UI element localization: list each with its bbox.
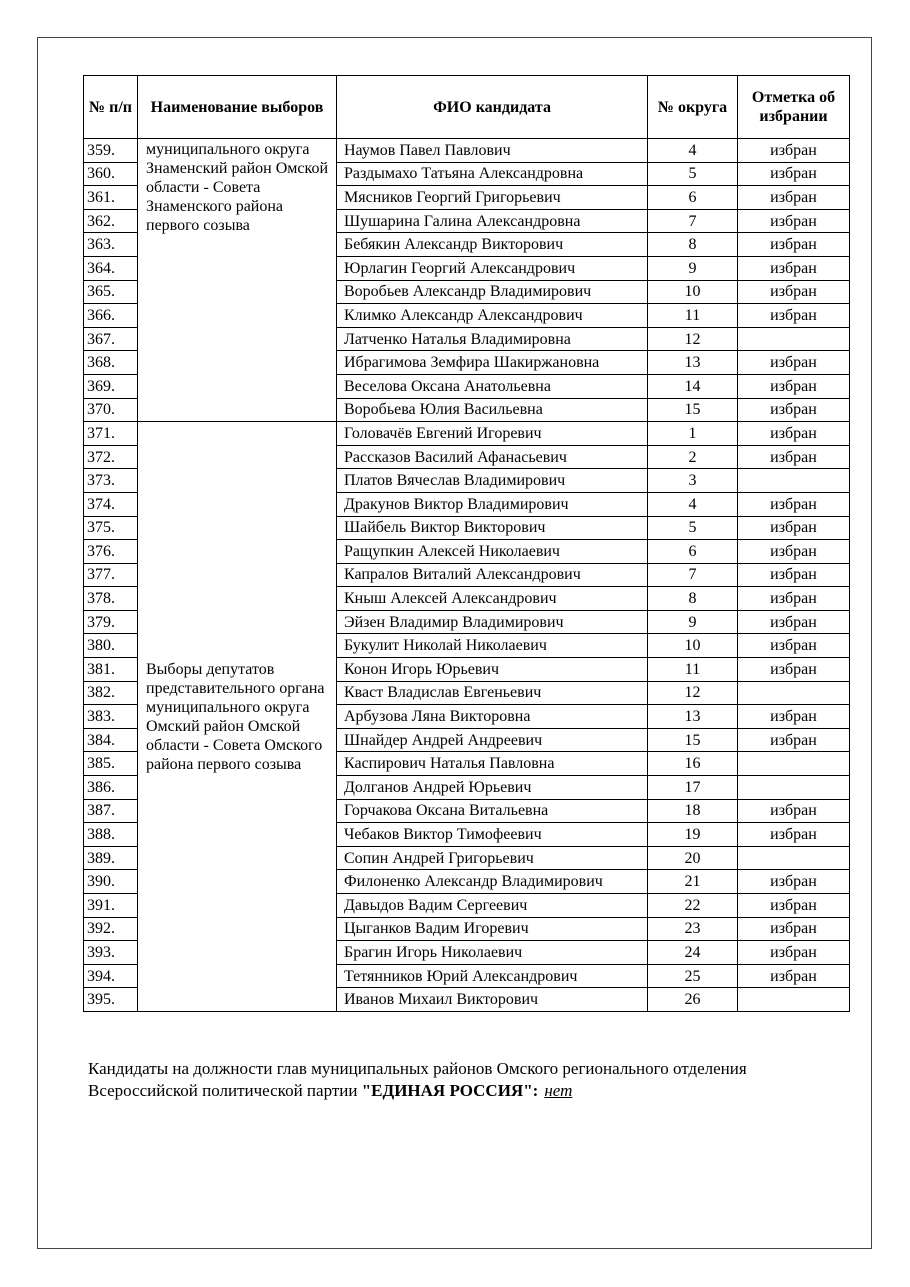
district-number: 19 <box>648 823 738 847</box>
header-fio: ФИО кандидата <box>337 76 648 139</box>
district-number: 9 <box>648 610 738 634</box>
candidate-name: Конон Игорь Юрьевич <box>337 658 648 682</box>
candidate-name: Филоненко Александр Владимирович <box>337 870 648 894</box>
table-body <box>84 139 850 1012</box>
candidate-name: Бебякин Александр Викторович <box>337 233 648 257</box>
candidate-name: Головачёв Евгений Игоревич <box>337 422 648 446</box>
election-mark: избран <box>738 422 850 446</box>
footer-note <box>88 1058 848 1102</box>
election-mark: избран <box>738 492 850 516</box>
candidate-name: Капралов Виталий Александрович <box>337 563 648 587</box>
election-mark: избран <box>738 610 850 634</box>
district-number: 15 <box>648 728 738 752</box>
row-number: 383. <box>84 705 138 729</box>
election-mark: избран <box>738 917 850 941</box>
district-number: 6 <box>648 540 738 564</box>
election-mark <box>738 988 850 1012</box>
table-header-row <box>84 76 850 139</box>
table-row <box>84 422 850 446</box>
district-number: 8 <box>648 587 738 611</box>
row-number: 373. <box>84 469 138 493</box>
district-number: 11 <box>648 304 738 328</box>
candidate-name: Цыганков Вадим Игоревич <box>337 917 648 941</box>
election-mark: избран <box>738 658 850 682</box>
candidate-name: Шушарина Галина Александровна <box>337 209 648 233</box>
row-number: 361. <box>84 186 138 210</box>
district-number: 7 <box>648 209 738 233</box>
election-mark: избран <box>738 351 850 375</box>
district-number: 8 <box>648 233 738 257</box>
district-number: 6 <box>648 186 738 210</box>
district-number: 4 <box>648 492 738 516</box>
row-number: 392. <box>84 917 138 941</box>
row-number: 393. <box>84 941 138 965</box>
candidates-table <box>83 75 850 1012</box>
election-mark: избран <box>738 587 850 611</box>
candidate-name: Наумов Павел Павлович <box>337 139 648 163</box>
note-party: "ЕДИНАЯ РОССИЯ": <box>361 1081 539 1100</box>
header-mark: Отметка об избрании <box>738 76 850 139</box>
candidate-name: Каспирович Наталья Павловна <box>337 752 648 776</box>
note-answer: нет <box>544 1081 573 1100</box>
candidate-name: Чебаков Виктор Тимофеевич <box>337 823 648 847</box>
row-number: 379. <box>84 610 138 634</box>
candidate-name: Давыдов Вадим Сергеевич <box>337 894 648 918</box>
district-number: 10 <box>648 280 738 304</box>
election-mark: избран <box>738 233 850 257</box>
row-number: 375. <box>84 516 138 540</box>
election-mark: избран <box>738 964 850 988</box>
district-number: 21 <box>648 870 738 894</box>
row-number: 363. <box>84 233 138 257</box>
candidate-name: Иванов Михаил Викторович <box>337 988 648 1012</box>
district-number: 24 <box>648 941 738 965</box>
row-number: 388. <box>84 823 138 847</box>
election-mark <box>738 776 850 800</box>
candidate-name: Юрлагин Георгий Александрович <box>337 256 648 280</box>
table-row <box>84 139 850 163</box>
district-number: 26 <box>648 988 738 1012</box>
district-number: 3 <box>648 469 738 493</box>
row-number: 381. <box>84 658 138 682</box>
row-number: 374. <box>84 492 138 516</box>
district-number: 12 <box>648 327 738 351</box>
row-number: 390. <box>84 870 138 894</box>
candidate-name: Воробьев Александр Владимирович <box>337 280 648 304</box>
district-number: 16 <box>648 752 738 776</box>
election-mark: избран <box>738 634 850 658</box>
election-mark <box>738 469 850 493</box>
candidate-name: Ращупкин Алексей Николаевич <box>337 540 648 564</box>
district-number: 13 <box>648 351 738 375</box>
election-mark: избран <box>738 941 850 965</box>
election-mark: избран <box>738 728 850 752</box>
election-mark: избран <box>738 870 850 894</box>
row-number: 369. <box>84 374 138 398</box>
row-number: 368. <box>84 351 138 375</box>
district-number: 1 <box>648 422 738 446</box>
candidate-name: Эйзен Владимир Владимирович <box>337 610 648 634</box>
district-number: 12 <box>648 681 738 705</box>
row-number: 389. <box>84 846 138 870</box>
district-number: 13 <box>648 705 738 729</box>
candidate-name: Раздымахо Татьяна Александровна <box>337 162 648 186</box>
row-number: 362. <box>84 209 138 233</box>
election-mark: избран <box>738 398 850 422</box>
election-mark: избран <box>738 162 850 186</box>
row-number: 384. <box>84 728 138 752</box>
election-name: муниципального округа Знаменский район Омской области - Совета Знаменского района первого созыва <box>138 139 337 422</box>
row-number: 370. <box>84 398 138 422</box>
district-number: 5 <box>648 162 738 186</box>
candidate-name: Тетянников Юрий Александрович <box>337 964 648 988</box>
row-number: 366. <box>84 304 138 328</box>
candidate-name: Мясников Георгий Григорьевич <box>337 186 648 210</box>
election-mark: избран <box>738 445 850 469</box>
district-number: 15 <box>648 398 738 422</box>
candidate-name: Веселова Оксана Анатольевна <box>337 374 648 398</box>
row-number: 364. <box>84 256 138 280</box>
district-number: 11 <box>648 658 738 682</box>
row-number: 377. <box>84 563 138 587</box>
row-number: 376. <box>84 540 138 564</box>
row-number: 359. <box>84 139 138 163</box>
election-mark: избран <box>738 563 850 587</box>
candidate-name: Климко Александр Александрович <box>337 304 648 328</box>
candidate-name: Горчакова Оксана Витальевна <box>337 799 648 823</box>
election-mark: избран <box>738 516 850 540</box>
candidate-name: Сопин Андрей Григорьевич <box>337 846 648 870</box>
row-number: 395. <box>84 988 138 1012</box>
candidate-name: Арбузова Ляна Викторовна <box>337 705 648 729</box>
candidate-name: Шнайдер Андрей Андреевич <box>337 728 648 752</box>
election-mark: избран <box>738 799 850 823</box>
election-mark: избран <box>738 304 850 328</box>
row-number: 386. <box>84 776 138 800</box>
row-number: 380. <box>84 634 138 658</box>
election-mark: избран <box>738 894 850 918</box>
candidate-name: Дракунов Виктор Владимирович <box>337 492 648 516</box>
election-mark <box>738 846 850 870</box>
district-number: 5 <box>648 516 738 540</box>
header-okrug: № округа <box>648 76 738 139</box>
election-name: Выборы депутатов представительного органа муниципального округа Омский район Омской области - Совета Омского района первого созыва <box>138 422 337 1012</box>
candidate-name: Воробьева Юлия Васильевна <box>337 398 648 422</box>
election-mark: избран <box>738 823 850 847</box>
district-number: 14 <box>648 374 738 398</box>
election-mark <box>738 752 850 776</box>
row-number: 382. <box>84 681 138 705</box>
header-election: Наименование выборов <box>138 76 337 139</box>
election-mark: избран <box>738 280 850 304</box>
district-number: 10 <box>648 634 738 658</box>
row-number: 365. <box>84 280 138 304</box>
district-number: 4 <box>648 139 738 163</box>
election-mark: избран <box>738 139 850 163</box>
row-number: 372. <box>84 445 138 469</box>
district-number: 7 <box>648 563 738 587</box>
election-mark <box>738 681 850 705</box>
district-number: 9 <box>648 256 738 280</box>
district-number: 17 <box>648 776 738 800</box>
candidate-name: Кныш Алексей Александрович <box>337 587 648 611</box>
row-number: 360. <box>84 162 138 186</box>
note-text: Кандидаты на должности глав муниципальных районов Омского регионального отделения Всероссийской политической партии <box>88 1059 747 1100</box>
district-number: 20 <box>648 846 738 870</box>
candidate-name: Букулит Николай Николаевич <box>337 634 648 658</box>
candidate-name: Брагин Игорь Николаевич <box>337 941 648 965</box>
row-number: 378. <box>84 587 138 611</box>
election-mark <box>738 327 850 351</box>
election-mark: избран <box>738 705 850 729</box>
candidate-name: Платов Вячеслав Владимирович <box>337 469 648 493</box>
candidate-name: Латченко Наталья Владимировна <box>337 327 648 351</box>
candidate-name: Ибрагимова Земфира Шакиржановна <box>337 351 648 375</box>
election-mark: избран <box>738 374 850 398</box>
district-number: 23 <box>648 917 738 941</box>
district-number: 2 <box>648 445 738 469</box>
election-mark: избран <box>738 256 850 280</box>
row-number: 385. <box>84 752 138 776</box>
district-number: 22 <box>648 894 738 918</box>
election-mark: избран <box>738 209 850 233</box>
candidate-name: Кваст Владислав Евгеньевич <box>337 681 648 705</box>
row-number: 367. <box>84 327 138 351</box>
election-mark: избран <box>738 540 850 564</box>
district-number: 18 <box>648 799 738 823</box>
row-number: 371. <box>84 422 138 446</box>
candidate-name: Шайбель Виктор Викторович <box>337 516 648 540</box>
header-num: № п/п <box>84 76 138 139</box>
row-number: 391. <box>84 894 138 918</box>
row-number: 394. <box>84 964 138 988</box>
election-mark: избран <box>738 186 850 210</box>
candidate-name: Рассказов Василий Афанасьевич <box>337 445 648 469</box>
candidate-name: Долганов Андрей Юрьевич <box>337 776 648 800</box>
row-number: 387. <box>84 799 138 823</box>
district-number: 25 <box>648 964 738 988</box>
